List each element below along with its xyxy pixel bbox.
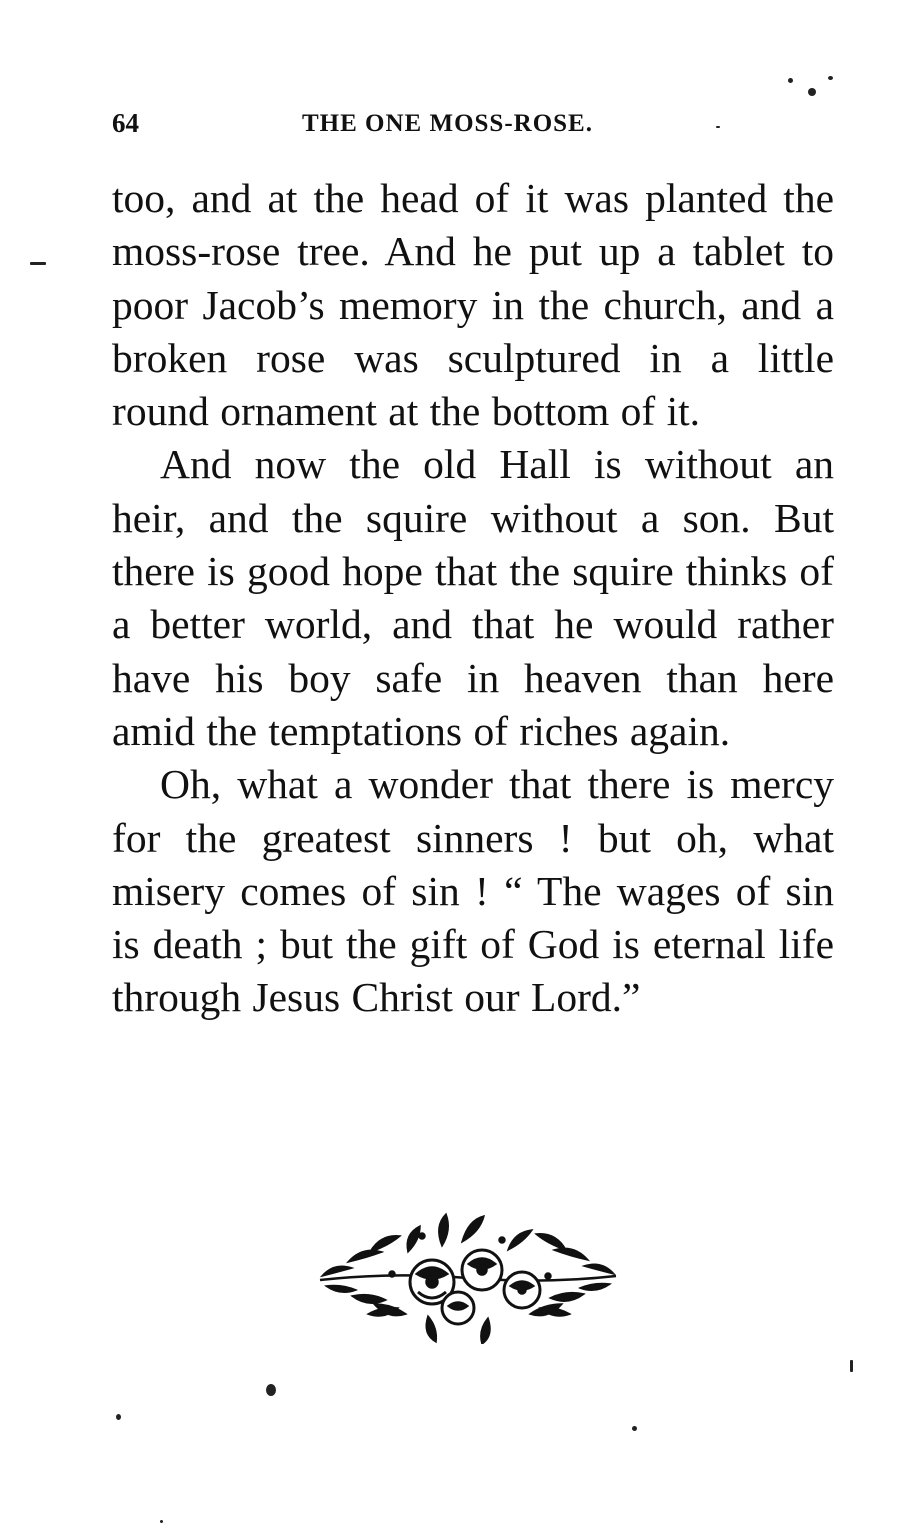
scan-speck xyxy=(116,1414,121,1420)
scan-speck xyxy=(266,1384,276,1396)
scan-speck xyxy=(160,1520,163,1523)
page-header xyxy=(112,108,832,148)
scan-speck xyxy=(850,1360,853,1372)
scan-speck xyxy=(788,78,793,83)
page-number: 64 xyxy=(112,108,139,138)
scan-speck xyxy=(30,262,46,265)
paragraph-3: Oh, what a wonder that there is mercy for the greatest sinners ! but oh, what misery comes of sin ! “ The wages of sin is death ; but the gift of God is eternal life through Jesus Christ our Lord.” xyxy=(112,761,834,1021)
scan-speck xyxy=(716,126,720,128)
paragraph-2: And now the old Hall is without an heir, and the squire without a son. But there is good hope that the squire thinks of a better world, and that he would rather have his boy safe in heaven than here amid the temptations of riches again. xyxy=(112,441,834,754)
scan-speck xyxy=(808,88,816,96)
paragraph-1: too, and at the head of it was planted the moss-rose tree. And he put up a tablet to poor Jacob’s memory in the church, and a broken rose was sculptured in a little round ornament at the bottom of it. xyxy=(112,175,834,435)
running-title: THE ONE MOSS-ROSE. xyxy=(302,110,593,137)
scan-speck xyxy=(828,76,833,80)
floral-ornament-icon xyxy=(312,1212,624,1344)
scan-speck xyxy=(632,1426,637,1431)
body-text xyxy=(112,172,834,1025)
